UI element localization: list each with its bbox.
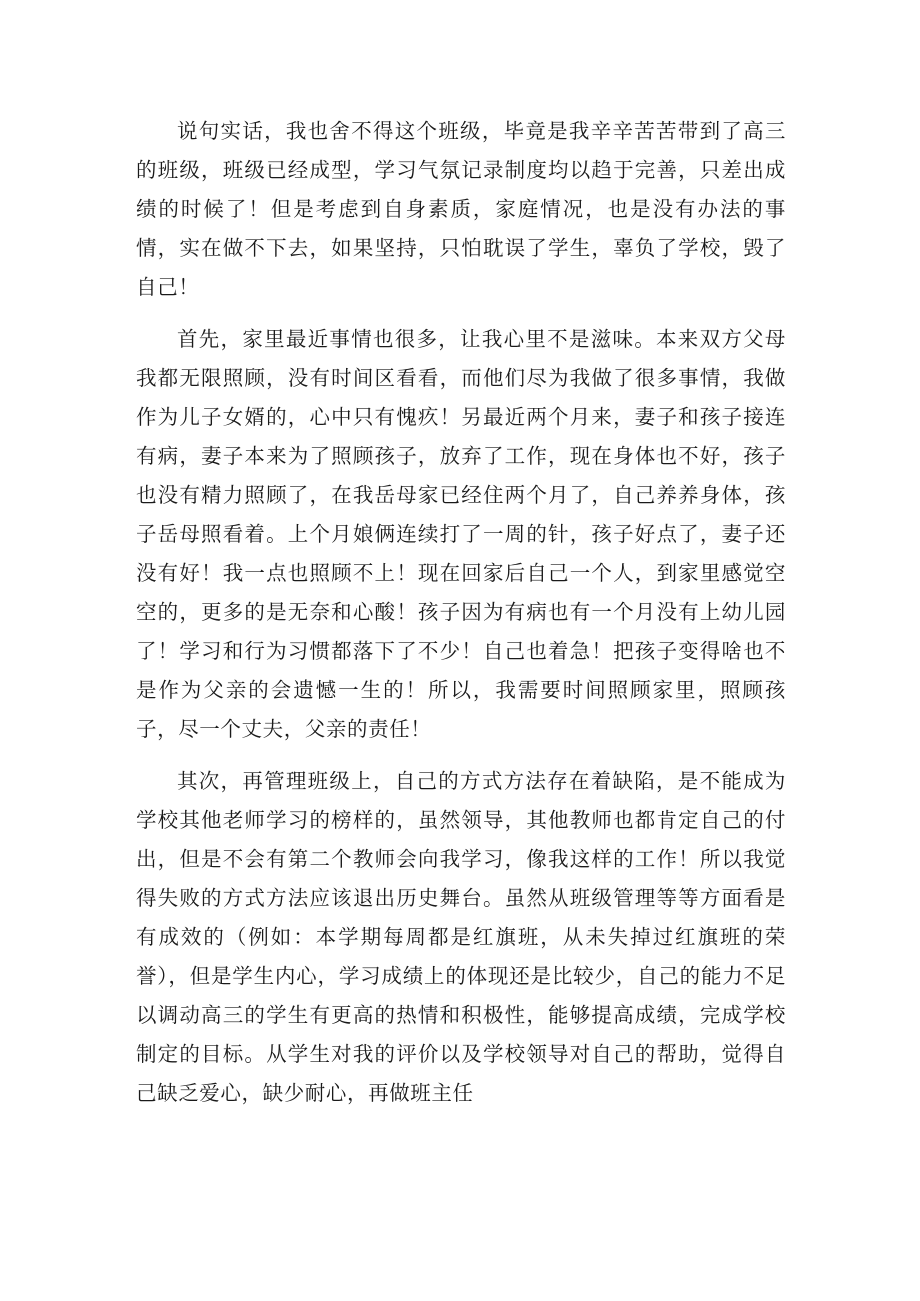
paragraph-2: 首先，家里最近事情也很多，让我心里不是滋味。本来双方父母我都无限照顾，没有时间区看看，而他们尽为我做了很多事情，我做作为儿子女婿的，心中只有愧疚！另最近两个月来，妻子和孩子接连有病，妻子本来为了照顾孩子，放弃了工作，现在身体也不好，孩子也没有精力照顾了，在我岳母家已经住两个月了，自己养养身体，孩子岳母照看着。上个月娘俩连续打了一周的针，孩子好点了，妻子还没有好！我一点也照顾不上！现在回家后自己一个人，到家里感觉空空的，更多的是无奈和心酸！孩子因为有病也有一个月没有上幼儿园了！学习和行为习惯都落下了不少！自己也着急！把孩子变得啥也不是作为父亲的会遗憾一生的！所以，我需要时间照顾家里，照顾孩子，尽一个丈夫，父亲的责任！ xyxy=(136,327,786,741)
document-body xyxy=(136,112,786,1126)
paragraph-1: 说句实话，我也舍不得这个班级，毕竟是我辛辛苦苦带到了高三的班级，班级已经成型，学习气氛记录制度均以趋于完善，只差出成绩的时候了！但是考虑到自身素质，家庭情况，也是没有办法的事情，实在做不下去，如果坚持，只怕耽误了学生，辜负了学校，毁了自己！ xyxy=(136,119,786,299)
paragraph-3: 其次，再管理班级上，自己的方式方法存在着缺陷，是不能成为学校其他老师学习的榜样的，虽然领导，其他教师也都肯定自己的付出，但是不会有第二个教师会向我学习，像我这样的工作！所以我觉得失败的方式方法应该退出历史舞台。虽然从班级管理等等方面看是有成效的（例如：本学期每周都是红旗班，从未失掉过红旗班的荣誉），但是学生内心，学习成绩上的体现还是比较少，自己的能力不足以调动高三的学生有更高的热情和积极性，能够提高成绩，完成学校制定的目标。从学生对我的评价以及学校领导对自己的帮助，觉得自己缺乏爱心，缺少耐心，再做班主任 xyxy=(136,769,786,1105)
